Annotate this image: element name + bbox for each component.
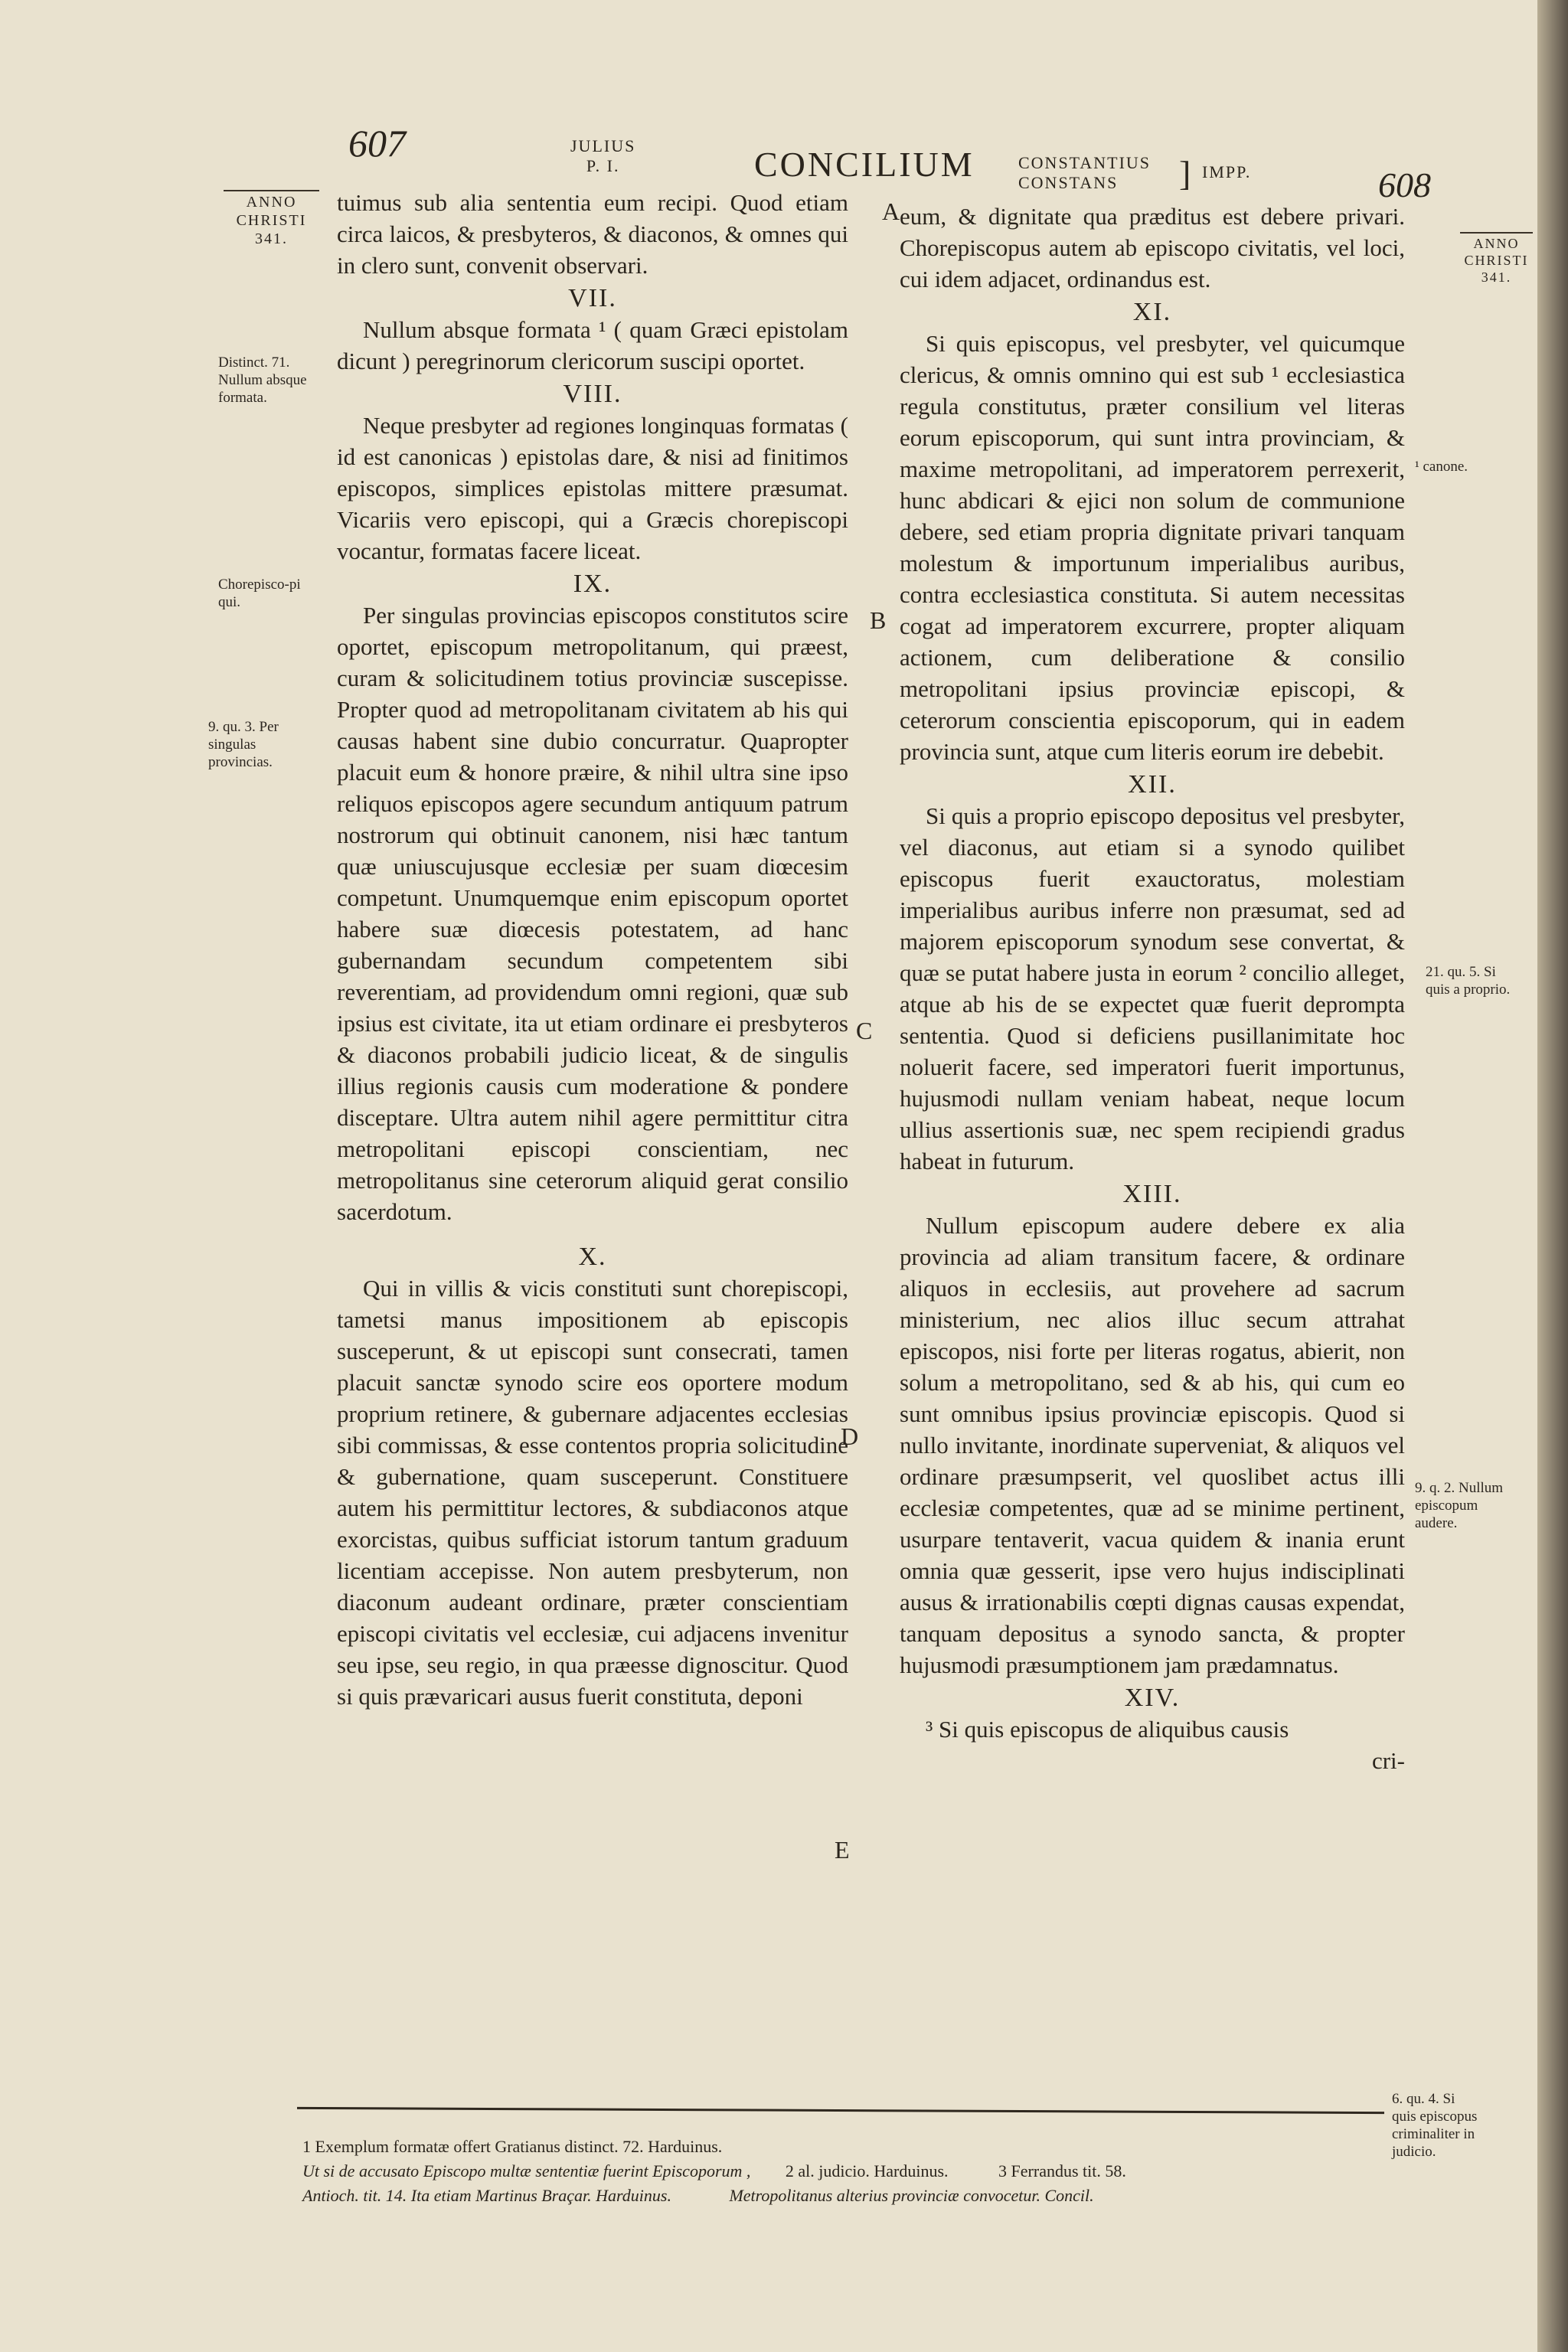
- header-emperors: [1018, 153, 1151, 193]
- canon-14-text: ³ Si quis episcopus de aliquibus causis: [926, 1716, 1289, 1743]
- header-pope: [570, 136, 635, 176]
- footnote-1c: Antioch. tit. 14. Ita etiam Martinus Braçar. Harduinus.: [302, 2186, 671, 2205]
- canon-number-9: IX.: [573, 570, 612, 598]
- canon-number-13: XIII.: [1122, 1180, 1182, 1208]
- section-letter-d: D: [841, 1423, 859, 1450]
- canon-number-11: XI.: [1132, 298, 1172, 326]
- page-number-right: 608: [1378, 165, 1431, 204]
- left-column: [337, 187, 848, 1712]
- canon-14-continuation: cri-: [1371, 1747, 1405, 1774]
- footnote-line-2: [302, 2161, 1390, 2182]
- footnote-rule: [297, 2107, 1384, 2114]
- canon-number-10: X.: [578, 1243, 607, 1271]
- left-paragraph-1: tuimus sub alia sententia eum recipi. Quod etiam circa laicos, & presbyteros, & diaconos, & omnes qui in clero sunt, convenit observari.: [337, 189, 848, 279]
- right-column: [900, 201, 1405, 1776]
- side-note-distinct71: Distinct. 71. Nullum absque formata.: [218, 354, 307, 406]
- canon-11-text: Si quis episcopus, vel presbyter, vel quicumque clericus, & omnis omnino qui est sub ¹ ecclesiastica regula constitutus, præter consilium vel literas eorum episcoporum, qui sunt intra provinciam, & maxime metropolitani, ad imperatorem perrexerit, hunc abdicari & ejici non solum de communione debere, sed etiam propria dignitate privari tanquam molestum & importunum imperialibus auribus, contra ecclesiastica constituta. Si autem necessitas cogat ad imperatorem excurrere, propter aliquam actionem, cum deliberatione & consilio metropolitani ipsius provinciæ episcopi, & ceterorum conscientia episcoporum, qui in eadem provincia sunt, atque cum literis eorum ire debebit.: [900, 330, 1405, 765]
- footnote-2: 2 al. judicio. Harduinus.: [785, 2161, 949, 2180]
- header-emperor-1: CONSTANTIUS: [1018, 153, 1152, 172]
- year-note-left: [224, 190, 319, 248]
- section-letter-c: C: [856, 1017, 873, 1044]
- page-number-left: 607: [348, 122, 406, 165]
- canon-number-14: XIV.: [1124, 1684, 1181, 1712]
- right-paragraph-1: eum, & dignitate qua præditus est debere privari. Chorepiscopus autem ab episcopo civitatis, vel loci, cui idem adjacet, ordinandus est.: [900, 203, 1405, 292]
- section-letter-b: B: [870, 606, 887, 634]
- year-rule-left: [224, 190, 319, 191]
- side-note-chorepiscopi: Chorepisco-pi qui.: [218, 577, 301, 610]
- canon-13-text: Nullum episcopum audere debere ex alia provincia ad aliam transitum facere, & ordinare aliquos in ecclesiis, aut provehere ad sacrum ministerium, nec alios illuc secum attrahat episcopos, nisi forte per literas rogatus, abierit, non solum a metropolitano, sed & ab his, qui cum eo sunt omnibus ipsius provinciæ episcopis. Quod si nullo invitante, inordinate superveniat, & aliquos vel ordinare præsumpserit, vel quoslibet actus illi ecclesiæ competentes, quæ ad se minime pertinent, usurpare tentaverit, vacua quidem & inania erunt omnia quæ gesserit, ipse vero hujus indisciplinati ausus & irrationabilis cœpti dignas causas expendat, tanquam depositus a synodo sancta, & propter hujusmodi præsumptionem jam prædamnatus.: [900, 1212, 1405, 1678]
- side-note-q21: 21. qu. 5. Si quis a proprio.: [1426, 964, 1511, 998]
- footnote-1b: Ut si de accusato Episcopo multæ sententiæ fuerint Episcoporum ,: [302, 2161, 751, 2180]
- canon-10-text: Qui in villis & vicis constituti sunt chorepiscopi, tametsi manus impositionem ab episcopis susceperunt, & ut episcopi sunt consecrati, tamen placuit sanctæ synodo scire eos oportere modum proprium retinere, & gubernare adjacentes ecclesias sibi commissas, & esse contentos propria solicitudine & gubernatione, quam susceperunt. Constituere autem his permittitur lectores, & subdiaconos atque exorcistas, quibus sufficiat istorum tantum graduum licentiam accepisse. Non autem presbyterum, non diaconum audeant ordinare, præter conscientiam episcopi civitatis vel ecclesiæ, cui adjacens invenitur seu ipse, seu regio, in qua præesse dignoscitur. Quod si quis prævaricari ausus fuerit constituta, deponi: [337, 1275, 848, 1710]
- year-christi-right: CHRISTI: [1464, 253, 1529, 268]
- footnote-line-3: [302, 2185, 1390, 2207]
- canon-number-7: VII.: [568, 284, 617, 312]
- header-impp: IMPP.: [1202, 162, 1252, 181]
- footnote-1a: 1 Exemplum formatæ offert Gratianus distinct. 72. Harduinus.: [302, 2137, 723, 2156]
- year-value-right: 341.: [1481, 270, 1512, 285]
- header-bracket: ]: [1179, 154, 1191, 193]
- header-title: CONCILIUM: [754, 145, 975, 184]
- year-anno-left: ANNO: [246, 194, 297, 211]
- year-value-left: 341.: [255, 230, 288, 247]
- footnote-3b: Metropolitanus alterius provinciæ convocetur. Concil.: [729, 2186, 1094, 2205]
- canon-8-text: Neque presbyter ad regiones longinquas formatas ( id est canonicas ) epistolas dare, & nisi ad finitimos episcopos, simplices epistolas mittere præsumat. Vicariis vero episcopi, qui a Græcis chorepiscopi vocantur, formatas facere liceat.: [337, 412, 848, 564]
- header-pope-number: P. I.: [586, 156, 620, 175]
- section-letter-a: A: [882, 198, 900, 225]
- footnote-line-1: [302, 2136, 1390, 2158]
- side-note-q6: 6. qu. 4. Si quis episcopus criminaliter in judicio.: [1392, 2091, 1478, 2160]
- canon-9-text: Per singulas provincias episcopos constitutos scire oportet, episcopum metropolitanum, qui præest, curam & solicitudinem totius provinciæ suscepisse. Propter quod ad metropolitanam civitatem ab his qui causas habent sine dubio concurratur. Quapropter placuit eum & honore præire, & nihil ultra sine ipso reliquos episcopos agere secundum antiquum patrum nostrorum qui obtinuit canonem, nisi hæc tantum quæ uniuscujusque ecclesiæ per suam diœcesim competunt. Unumquemque enim episcopum oportet habere suæ diœcesis potestatem, ad hanc gubernandam secundum competentem sibi reverentiam, ad providendum omni regioni, quæ sub ipsius est civitate, ita ut etiam ordinare ei presbyteros & diaconos probabili judicio liceat, & de singulis illius regionis causis cum moderatione & pondere disceptare. Ultra autem nihil agere permittitur citra metropolitani episcopi conscientiam, nec metropolitanus sine ceterorum aliquid gerat consilio sacerdotum.: [337, 602, 848, 1225]
- book-spine: [1537, 0, 1568, 2352]
- header-pope-name: JULIUS: [570, 136, 636, 155]
- header-emperor-2: CONSTANS: [1018, 173, 1119, 192]
- year-note-right: [1460, 232, 1533, 286]
- side-note-canone: ¹ canone.: [1415, 459, 1468, 475]
- side-note-q9: 9. qu. 3. Per singulas provincias.: [208, 719, 279, 770]
- canon-number-8: VIII.: [563, 380, 622, 408]
- footnote-3: 3 Ferrandus tit. 58.: [998, 2161, 1126, 2180]
- side-note-q9b: 9. q. 2. Nullum episcopum audere.: [1415, 1480, 1504, 1531]
- year-rule-right: [1460, 232, 1533, 234]
- year-christi-left: CHRISTI: [236, 212, 307, 229]
- canon-12-text: Si quis a proprio episcopo depositus vel presbyter, vel diaconus, aut etiam si a synodo quilibet episcopus fuerit exauctoratus, molestiam imperialibus auribus inferre non præsumat, sed ad majorem episcoporum synodum sese convertat, & quæ se putat habere justa in eorum ² concilio alleget, atque ab his de se expectet quæ fuerit deprompta sententia. Quod si deficiens pusillanimitate hoc noluerit facere, sed imperatori fuerit importunus, hujusmodi nullam veniam habeat, neque locum ullius assertionis suæ, nec spem recipiendi gradus habeat in futurum.: [900, 802, 1405, 1174]
- canon-number-12: XII.: [1128, 770, 1177, 799]
- canon-7-text: Nullum absque formata ¹ ( quam Græci epistolam dicunt ) peregrinorum clericorum suscipi oportet.: [337, 316, 848, 374]
- year-anno-right: ANNO: [1473, 236, 1520, 251]
- section-letter-e: E: [835, 1836, 850, 1864]
